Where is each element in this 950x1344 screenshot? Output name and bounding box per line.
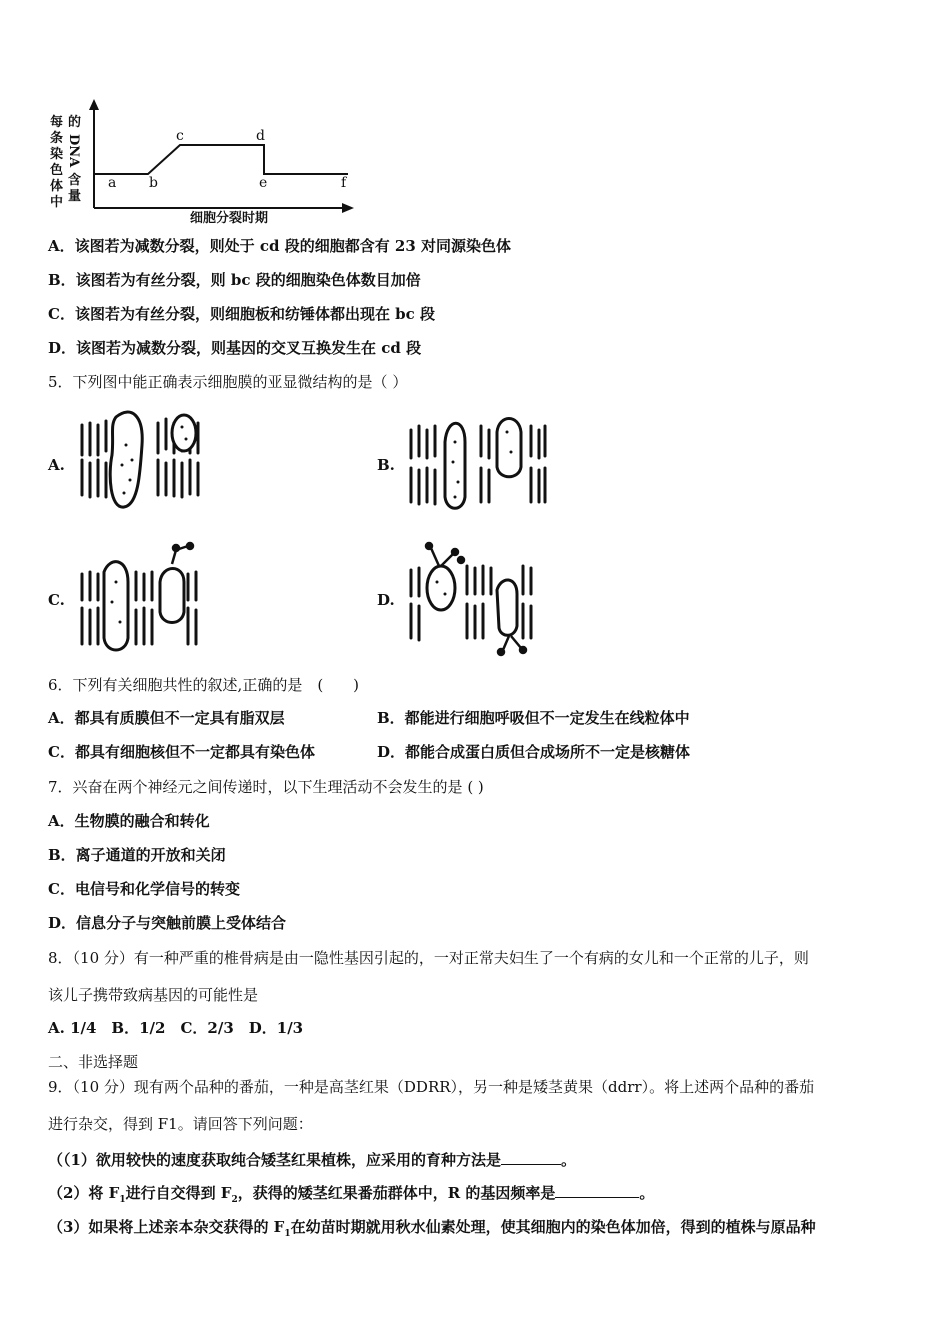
y-label-char: 色	[50, 163, 64, 178]
subscript: 2	[231, 1195, 238, 1205]
q7-option-c: C．电信号和化学信号的转变	[48, 880, 240, 898]
q5-label-b: B.	[377, 456, 395, 474]
answer-blank-1[interactable]	[501, 1150, 561, 1165]
q6-option-d: D．都能合成蛋白质但合成场所不一定是核糖体	[377, 743, 691, 761]
q7-option-b: B．离子通道的开放和关闭	[48, 846, 226, 864]
q9-part-1-end: 。	[560, 1151, 576, 1169]
q5-label-d: D.	[377, 591, 395, 609]
q9-part-2-end: 。	[639, 1184, 655, 1202]
membrane-figure-a	[76, 405, 206, 510]
point-a: a	[108, 175, 117, 191]
q9-part-3-text-b: 在幼苗时期就用秋水仙素处理，使其细胞内的染色体加倍，得到的植株与原品种	[290, 1218, 816, 1236]
y-label-char: 条	[50, 131, 64, 146]
q6-option-c: C．都具有细胞核但不一定都具有染色体	[48, 743, 315, 761]
subscript: 1	[119, 1195, 126, 1205]
q4-option-d: D．该图若为减数分裂，则基因的交叉互换发生在 cd 段	[48, 339, 422, 357]
y-label-char: 染	[50, 147, 64, 162]
point-f: f	[341, 175, 347, 191]
q9-part-3-text-a: （3）如果将上述亲本杂交获得的 F	[48, 1218, 285, 1236]
membrane-figure-c	[76, 542, 206, 657]
q9-part-2	[48, 1183, 654, 1210]
point-e: e	[259, 175, 268, 191]
q9-line-2: 进行杂交，得到 F1。请回答下列问题：	[48, 1115, 313, 1133]
q9-part-2-text-a: （2）将 F	[48, 1184, 120, 1202]
section-heading: 二、非选择题	[48, 1053, 139, 1071]
y-label-char: 的	[68, 115, 82, 130]
subscript: 1	[284, 1229, 291, 1239]
y-label-char: 每	[50, 115, 64, 130]
x-label: 细胞分裂时期	[190, 211, 269, 226]
q9-part-3	[48, 1217, 816, 1244]
q9-part-1-text: （（1）欲用较快的速度获取纯合矮茎红果植株，应采用的育种方法是	[48, 1151, 501, 1169]
q8-line-1: 8．（10 分）有一种严重的椎骨病是由一隐性基因引起的，一对正常夫妇生了一个有病的女儿和一个正常的儿子，则	[48, 949, 809, 967]
q4-option-b: B．该图若为有丝分裂，则 bc 段的细胞染色体数目加倍	[48, 271, 421, 289]
y-label-char: 中	[50, 195, 64, 210]
q5-stem: 5．下列图中能正确表示细胞膜的亚显微结构的是（ ）	[48, 373, 408, 391]
q5-label-c: C.	[48, 591, 65, 609]
y-label-char: 含	[68, 173, 82, 188]
q9-part-2-text-c: ，获得的矮茎红果番茄群体中，R 的基因频率是	[237, 1184, 556, 1202]
q8-options: A. 1/4 B．1/2 C．2/3 D．1/3	[48, 1019, 304, 1037]
y-label-dna: DNA	[66, 134, 81, 168]
point-b: b	[149, 175, 158, 191]
membrane-figure-d	[405, 540, 540, 660]
y-label-char: 体	[50, 179, 64, 194]
q8-line-2: 该儿子携带致病基因的可能性是	[48, 986, 259, 1004]
dna-content-graph	[48, 96, 368, 226]
q6-option-b: B．都能进行细胞呼吸但不一定发生在线粒体中	[377, 709, 690, 727]
q9-part-1	[48, 1150, 576, 1170]
q4-option-c: C．该图若为有丝分裂，则细胞板和纺锤体都出现在 bc 段	[48, 305, 436, 323]
q6-option-a: A．都具有质膜但不一定具有脂双层	[48, 709, 285, 727]
q6-stem: 6．下列有关细胞共性的叙述,正确的是 ( )	[48, 676, 360, 694]
membrane-figure-b	[405, 412, 550, 512]
answer-blank-2[interactable]	[555, 1183, 639, 1198]
point-d: d	[256, 128, 265, 144]
q7-option-d: D．信息分子与突触前膜上受体结合	[48, 914, 287, 932]
q9-part-2-text-b: 进行自交得到 F	[125, 1184, 232, 1202]
q7-stem: 7．兴奋在两个神经元之间传递时，以下生理活动不会发生的是 ( )	[48, 778, 484, 796]
q9-line-1: 9．（10 分）现有两个品种的番茄，一种是高茎红果（DDRR），另一种是矮茎黄果（ddrr）。将上述两个品种的番茄	[48, 1078, 815, 1096]
q7-option-a: A．生物膜的融合和转化	[48, 812, 210, 830]
q5-label-a: A.	[48, 456, 65, 474]
q4-option-a: A．该图若为减数分裂，则处于 cd 段的细胞都含有 23 对同源染色体	[48, 237, 512, 255]
point-c: c	[176, 128, 184, 144]
y-label-char: 量	[68, 189, 82, 204]
